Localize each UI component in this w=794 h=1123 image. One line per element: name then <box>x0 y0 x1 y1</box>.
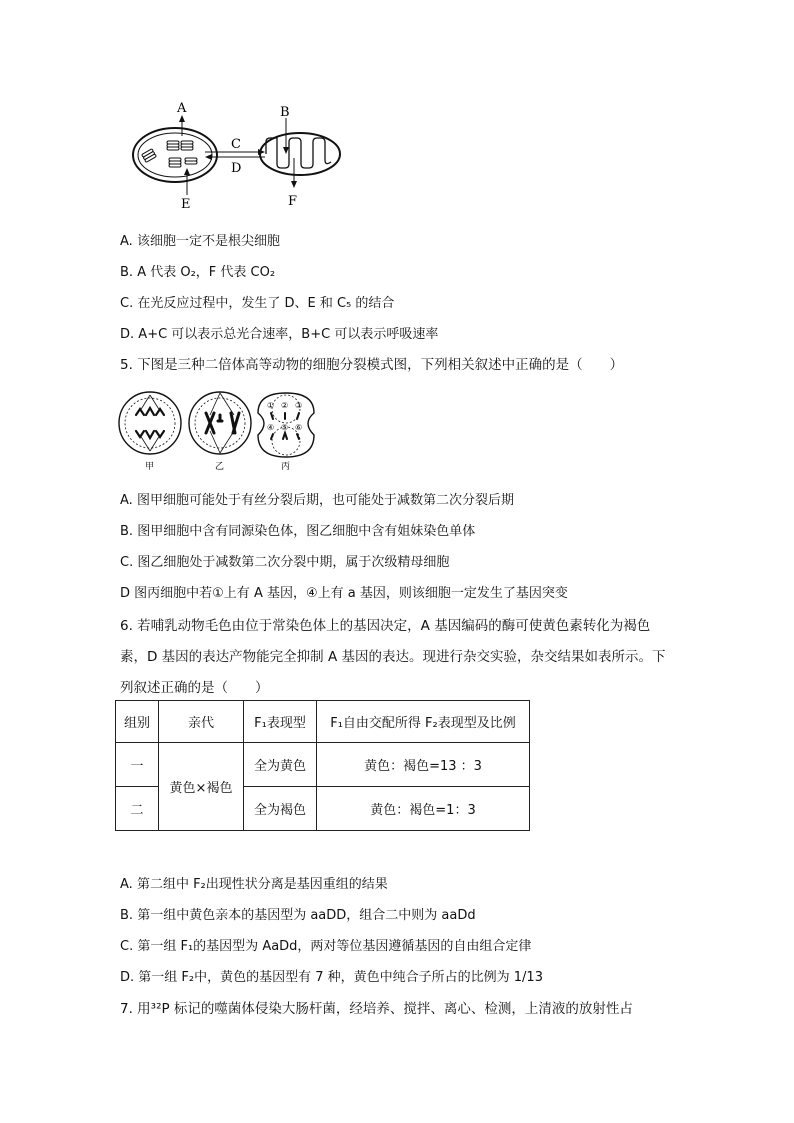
option-prefix: C. <box>120 555 134 570</box>
label-E: E <box>181 197 191 212</box>
option-prefix: B. <box>120 524 134 539</box>
q4-option-b <box>120 261 275 280</box>
option-text: 图乙细胞处于减数第二次分裂中期，属于次级精母细胞 <box>137 555 450 570</box>
q6-stem-line1: 6. 若哺乳动物毛色由位于常染色体上的基因决定，A 基因编码的酶可使黄色素转化为褐色 <box>120 618 651 634</box>
label-C: C <box>231 137 241 152</box>
fig-label-jia: 甲 <box>145 462 155 472</box>
chloroplast-mitochondria-figure <box>125 100 355 212</box>
q5-option-d <box>120 582 568 601</box>
option-text: 图丙细胞中若①上有 A 基因，④上有 a 基因，则该细胞一定发生了基因突变 <box>134 586 568 601</box>
option-text: 该细胞一定不是根尖细胞 <box>136 234 280 249</box>
group-cell: 一 <box>116 743 159 787</box>
option-prefix: B. <box>120 265 134 280</box>
q6-option-c <box>120 935 531 954</box>
label-F: F <box>288 194 298 209</box>
q5-stem: 5. 下图是三种二倍体高等动物的细胞分裂模式图，下列相关叙述中正确的是（ ） <box>120 357 624 373</box>
q4-option-c <box>120 292 394 311</box>
q5-option-b <box>120 520 475 539</box>
option-text: 第一组 F₁的基因型为 AaDd，两对等位基因遵循基因的自由组合定律 <box>137 939 532 954</box>
parent-cell: 黄色×褐色 <box>159 743 244 831</box>
q6-option-d <box>120 966 543 985</box>
fig-number-2: ② <box>281 401 289 410</box>
q4-option-d <box>120 323 438 342</box>
table-header: F₁自由交配所得 F₂表现型及比例 <box>317 701 530 743</box>
fig-number-3: ③ <box>295 401 303 410</box>
q5-option-c <box>120 551 449 570</box>
label-B: B <box>280 105 290 120</box>
f1-cell: 全为褐色 <box>244 787 317 831</box>
mitochondrion-cristae <box>266 138 331 168</box>
q6-option-a <box>120 873 388 892</box>
f2-cell: 黄色：褐色=13 ：3 <box>317 743 530 787</box>
q4-option-a <box>120 230 280 249</box>
fig-number-1: ① <box>267 401 275 410</box>
q6-option-b <box>120 904 476 923</box>
option-text: A+C 可以表示总光合速率，B+C 可以表示呼吸速率 <box>138 327 439 342</box>
table-header: 亲代 <box>159 701 244 743</box>
label-D: D <box>231 161 242 176</box>
option-text: 第一组中黄色亲本的基因型为 aaDD，组合二中则为 aaDd <box>137 908 476 923</box>
option-text: 第一组 F₂中，黄色的基因型有 7 种，黄色中纯合子所占的比例为 1/13 <box>138 970 543 985</box>
option-prefix: B. <box>120 908 134 923</box>
option-text: 图甲细胞可能处于有丝分裂后期，也可能处于减数第二次分裂后期 <box>136 493 514 508</box>
option-text: 在光反应过程中，发生了 D、E 和 C₅ 的结合 <box>137 296 395 311</box>
option-prefix: A. <box>120 877 133 892</box>
q5-option-a <box>120 489 514 508</box>
q6-stem-line3: 列叙述正确的是（ ） <box>120 680 269 696</box>
option-prefix: C. <box>120 939 134 954</box>
fig-label-bing: 丙 <box>281 462 291 472</box>
table-header: 组别 <box>116 701 159 743</box>
group-cell: 二 <box>116 787 159 831</box>
f2-cell: 黄色：褐色=1：3 <box>317 787 530 831</box>
option-prefix: C. <box>120 296 134 311</box>
fig-label-yi: 乙 <box>215 462 225 472</box>
fig-number-4: ④ <box>267 423 275 432</box>
q6-stem-line2: 素，D 基因的表达产物能完全抑制 A 基因的表达。现进行杂交实验，杂交结果如表所示。下 <box>120 649 666 665</box>
table-row <box>116 743 530 787</box>
table-header: F₁表现型 <box>244 701 317 743</box>
option-text: 第二组中 F₂出现性状分离是基因重组的结果 <box>136 877 388 892</box>
f1-cell: 全为黄色 <box>244 743 317 787</box>
option-prefix: A. <box>120 493 133 508</box>
option-prefix: A. <box>120 234 133 249</box>
q7-stem: 7. 用³²P 标记的噬菌体侵染大肠杆菌，经培养、搅拌、离心、检测，上清液的放射性占 <box>120 1001 633 1017</box>
label-A: A <box>177 101 187 116</box>
option-prefix: D <box>120 586 131 601</box>
grana <box>142 141 197 167</box>
cross-results-table <box>115 700 530 831</box>
option-text: 图甲细胞中含有同源染色体，图乙细胞中含有姐妹染色单体 <box>137 524 476 539</box>
option-text: A 代表 O₂，F 代表 CO₂ <box>137 265 276 280</box>
option-prefix: D. <box>120 970 135 985</box>
cell-division-figure <box>118 385 323 475</box>
option-prefix: D. <box>120 327 135 342</box>
fig-number-6: ⑥ <box>295 423 303 432</box>
fig-number-5: ⑤ <box>281 423 289 432</box>
